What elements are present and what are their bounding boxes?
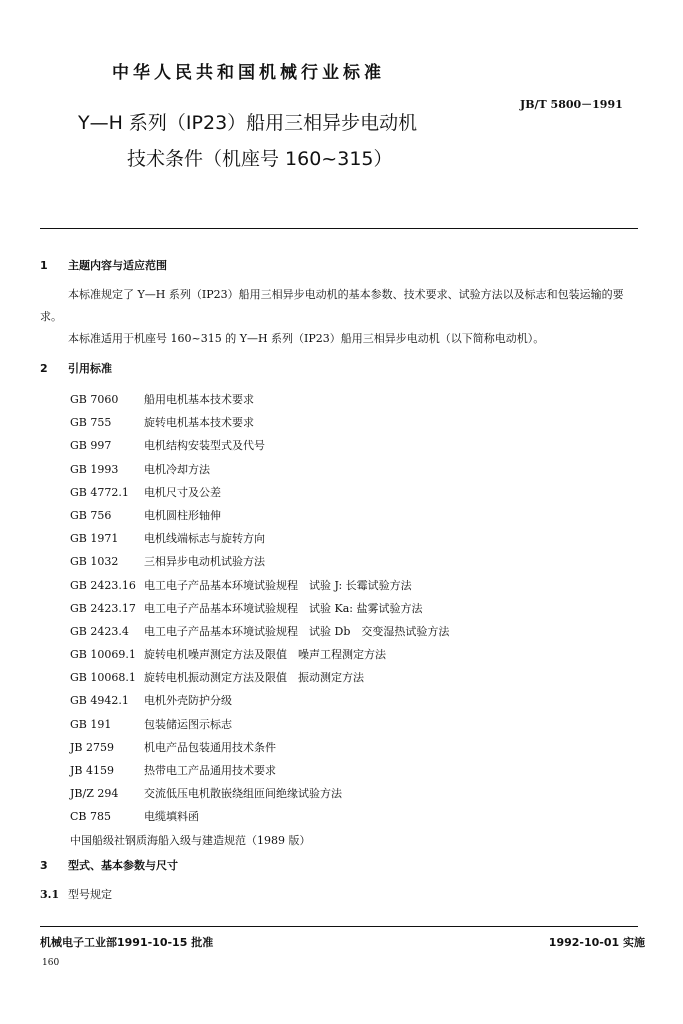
reference-code: JB 2759 [70, 740, 114, 754]
reference-title: 电机线端标志与旋转方向 [144, 532, 265, 546]
reference-item [70, 388, 449, 411]
section-title: 型式、基本参数与尺寸 [68, 859, 178, 872]
reference-title: 机电产品包装通用技术条件 [144, 740, 276, 754]
reference-item [70, 550, 449, 573]
reference-item [70, 689, 449, 712]
reference-code: GB 756 [70, 508, 112, 522]
reference-title: 包装储运图示标志 [144, 717, 232, 731]
reference-code: JB 4159 [70, 764, 114, 777]
issuing-body: 中华人民共和国机械行业标准 [112, 63, 385, 83]
reference-code: GB 2423.17 [70, 601, 136, 615]
reference-item [70, 782, 449, 805]
section-title: 型号规定 [68, 888, 112, 901]
reference-title: 三相异步电动机试验方法 [144, 555, 265, 569]
reference-code: GB 1032 [70, 555, 119, 569]
reference-code: GB 4942.1 [70, 694, 129, 708]
reference-item [70, 574, 449, 597]
reference-code: GB 1971 [70, 532, 119, 546]
section-3-heading [40, 857, 178, 873]
reference-item [70, 759, 449, 782]
reference-title: 电机尺寸及公差 [144, 485, 221, 499]
section-3-1-heading [40, 886, 112, 902]
reference-title: 电工电子产品基本环境试验规程 试验 Ka: 盐雾试验方法 [144, 601, 423, 615]
reference-item [70, 597, 449, 620]
standard-number: JB/T 5800－1991 [520, 98, 623, 111]
reference-title: 电机圆柱形轴伸 [144, 508, 221, 522]
document-title-line1: Y—H 系列（IP23）船用三相异步电动机 [78, 112, 418, 134]
reference-title: 旋转电机基本技术要求 [144, 416, 254, 430]
section-1-heading [40, 257, 167, 273]
section-number: 1 [40, 259, 48, 272]
reference-item [70, 736, 449, 759]
section-number: 3 [40, 859, 48, 872]
reference-title: 热带电工产品通用技术要求 [144, 764, 276, 777]
reference-item [70, 620, 449, 643]
reference-code: JB/Z 294 [70, 787, 119, 801]
reference-title: 旋转电机振动测定方法及限值 振动测定方法 [144, 671, 364, 685]
reference-title: 交流低压电机散嵌绕组匝间绝缘试验方法 [144, 787, 342, 801]
effective-date: 1992-10-01 实施 [548, 936, 645, 949]
header-rule [40, 228, 638, 229]
reference-item [70, 805, 449, 828]
reference-item [70, 829, 449, 852]
reference-code: GB 4772.1 [70, 485, 129, 499]
reference-code: GB 2423.4 [70, 624, 129, 638]
reference-code: GB 1993 [70, 462, 119, 476]
reference-item [70, 411, 449, 434]
reference-code: CB 785 [70, 810, 111, 824]
section-number: 3.1 [40, 888, 60, 901]
reference-item [70, 458, 449, 481]
reference-code: GB 10068.1 [70, 671, 136, 685]
section-2-heading [40, 360, 112, 376]
reference-title: 电工电子产品基本环境试验规程 试验 Db 交变湿热试验方法 [144, 624, 450, 638]
reference-item [70, 713, 449, 736]
approval-note: 机械电子工业部1991-10-15 批准 [40, 936, 214, 949]
reference-title: 中国船级社钢质海船入级与建造规范（1989 版） [70, 833, 311, 847]
reference-code: GB 755 [70, 416, 112, 430]
reference-code: GB 191 [70, 717, 112, 731]
reference-item [70, 434, 449, 457]
reference-title: 船用电机基本技术要求 [144, 393, 254, 406]
document-title-line2: 技术条件（机座号 160~315） [127, 148, 393, 170]
reference-title: 电机结构安装型式及代号 [144, 439, 265, 453]
scope-paragraph-1: 本标准规定了 Y—H 系列（IP23）船用三相异步电动机的基本参数、技术要求、试验方法以及标志和包装运输的要求。 [40, 288, 624, 323]
reference-item [70, 481, 449, 504]
page-number: 160 [42, 958, 60, 968]
reference-code: GB 997 [70, 439, 112, 453]
reference-title: 电工电子产品基本环境试验规程 试验 J: 长霉试验方法 [144, 578, 412, 592]
section-number: 2 [40, 362, 48, 375]
section-title: 引用标准 [68, 362, 112, 375]
reference-title: 电机冷却方法 [144, 462, 210, 476]
scope-paragraph-2: 本标准适用于机座号 160~315 的 Y—H 系列（IP23）船用三相异步电动机（以下简称电动机）。 [68, 332, 545, 345]
reference-title: 旋转电机噪声测定方法及限值 噪声工程测定方法 [144, 648, 386, 662]
reference-item [70, 643, 449, 666]
footer-rule [40, 926, 638, 927]
section-title: 主题内容与适应范围 [68, 259, 167, 272]
reference-title: 电缆填料函 [144, 810, 199, 824]
reference-item [70, 527, 449, 550]
reference-code: GB 2423.16 [70, 578, 136, 592]
reference-code: GB 7060 [70, 393, 119, 406]
reference-title: 电机外壳防护分级 [144, 694, 232, 708]
reference-code: GB 10069.1 [70, 648, 136, 662]
reference-item [70, 504, 449, 527]
reference-item [70, 666, 449, 689]
reference-list [70, 388, 449, 852]
